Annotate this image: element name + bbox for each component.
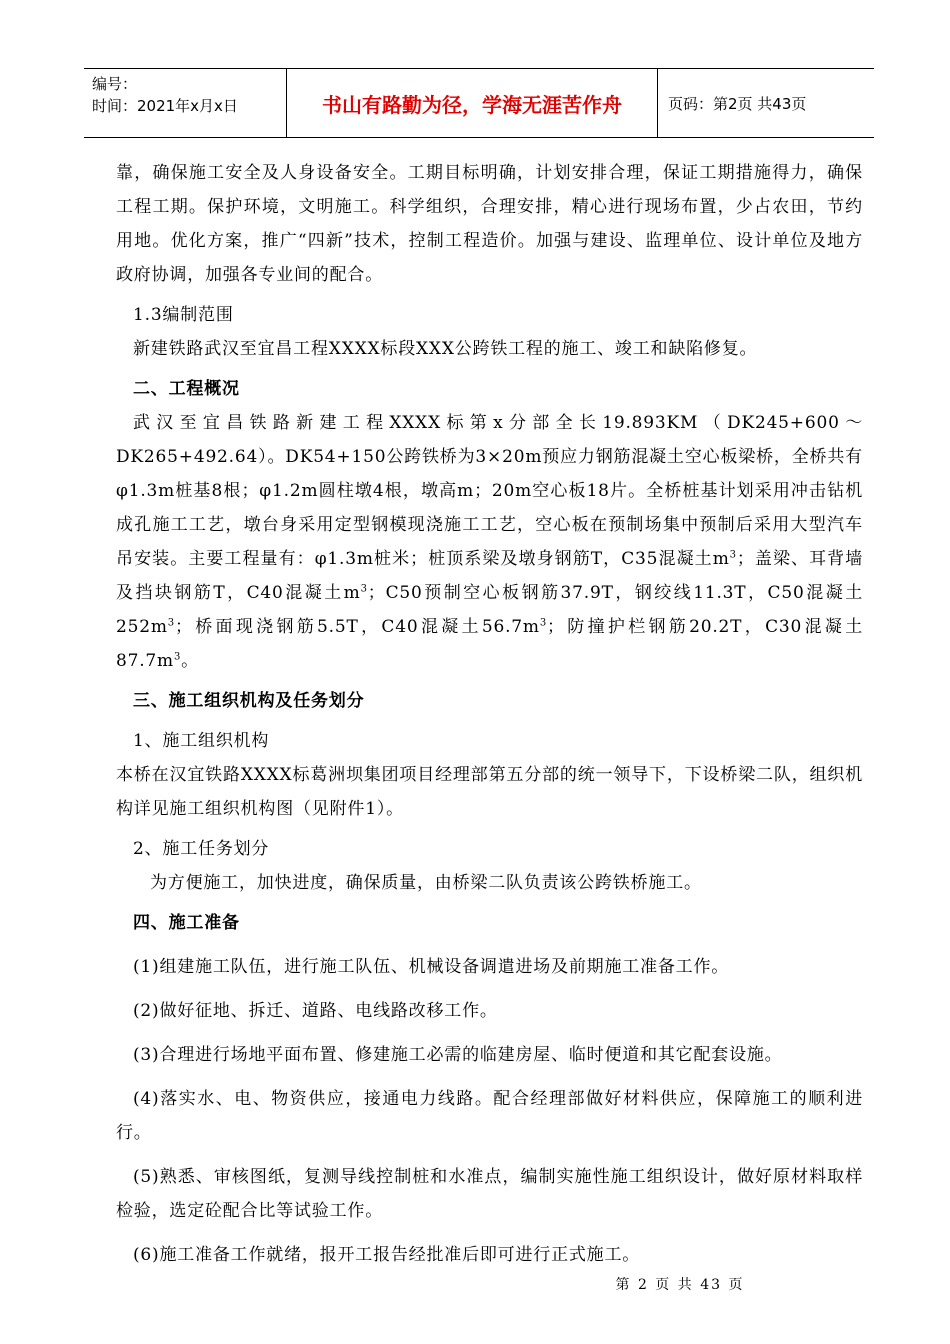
section-3-1-text: 本桥在汉宜铁路XXXX标葛洲坝集团项目经理部第五分部的统一领导下，下设桥梁二队，组织机构详见施工组织机构图（见附件1）。 bbox=[116, 765, 863, 819]
sec2-text-d: ；桥面现浇钢筋5.5T，C40混凝土56.7m bbox=[174, 617, 540, 637]
section-3-1-title: 1、施工组织机构 bbox=[133, 731, 270, 751]
page-header bbox=[84, 68, 874, 138]
sec2-sup-3: 3 bbox=[167, 617, 175, 629]
header-motto: 书山有路勤为径，学海无涯苦作舟 bbox=[286, 69, 658, 137]
document-body bbox=[116, 156, 863, 1272]
list-item: (6)施工准备工作就绪，报开工报告经批准后即可进行正式施工。 bbox=[133, 1245, 641, 1265]
section-2-text bbox=[116, 406, 863, 678]
section-3-2-text: 为方便施工，加快进度，确保质量，由桥梁二队负责该公跨铁桥施工。 bbox=[150, 873, 702, 893]
sec2-sup-4: 3 bbox=[539, 617, 547, 629]
sec2-text-f: 。 bbox=[181, 651, 199, 671]
section-1-3-title: 1.3编制范围 bbox=[133, 305, 234, 325]
footer-page-number: 第 2 页 共 43 页 bbox=[615, 1277, 745, 1293]
list-item: (4)落实水、电、物资供应，接通电力线路。配合经理部做好材料供应，保障施工的顺利进行。 bbox=[116, 1089, 863, 1143]
intro-paragraph: 靠，确保施工安全及人身设备安全。工期目标明确，计划安排合理，保证工期措施得力，确保工程工期。保护环境，文明施工。科学组织，合理安排，精心进行现场布置，少占农田，节约用地。优化方案，推广“四新”技术，控制工程造价。加强与建设、监理单位、设计单位及地方政府协调，加强各专业间的配合。 bbox=[116, 163, 863, 285]
section-3-title: 三、施工组织机构及任务划分 bbox=[133, 691, 365, 711]
list-item: (2)做好征地、拆迁、道路、电线路改移工作。 bbox=[133, 1001, 498, 1021]
section-3-2-title: 2、施工任务划分 bbox=[133, 839, 270, 859]
header-meta bbox=[84, 69, 286, 137]
number-label: 编号： bbox=[92, 75, 138, 93]
sec2-text-b: ；盖梁、耳背墙及挡块钢筋T，C40混凝土m bbox=[116, 549, 863, 603]
sec2-text-a: 武汉至宜昌铁路新建工程XXXX标第x分部全长19.893KM（DK245+600～DK265+492.64）。DK54+150公跨铁桥为3×20m预应力钢筋混凝土空心板梁桥，全桥共有φ1.3m桩基8根；φ1.2m圆柱墩4根，墩高m；20m空心板18片。全桥桩基计划采用冲击钻机成孔施工工艺，墩台身采用定型钢模现浇施工工艺，空心板在预制场集中预制后采用大型汽车吊安装。主要工程量有：φ1.3m桩米；桩顶系梁及墩身钢筋T，C35混凝土m bbox=[116, 413, 863, 569]
sec2-text-c: ；C50预制空心板钢筋37.9T，钢绞线11.3T，C50混凝土252m bbox=[116, 583, 863, 637]
section-4-list bbox=[116, 950, 863, 1272]
section-2-title: 二、工程概况 bbox=[133, 379, 240, 399]
sec2-sup-1: 3 bbox=[729, 549, 737, 561]
sec2-text-e: ；防撞护栏钢筋20.2T，C30混凝土87.7m bbox=[116, 617, 864, 671]
sec2-sup-2: 3 bbox=[360, 583, 368, 595]
sec2-sup-5: 3 bbox=[173, 651, 182, 663]
list-item: (1)组建施工队伍，进行施工队伍、机械设备调遣进场及前期施工准备工作。 bbox=[133, 957, 730, 977]
time-label: 时间：2021年x月x日 bbox=[92, 97, 238, 115]
list-item: (3)合理进行场地平面布置、修建施工必需的临建房屋、临时便道和其它配套设施。 bbox=[133, 1045, 783, 1065]
header-page-info: 页码：第2页 共43页 bbox=[668, 94, 807, 113]
section-4-title: 四、施工准备 bbox=[133, 913, 240, 933]
page-footer bbox=[0, 1274, 950, 1294]
list-item: (5)熟悉、审核图纸，复测导线控制桩和水准点，编制实施性施工组织设计，做好原材料取样检验，选定砼配合比等试验工作。 bbox=[116, 1167, 863, 1221]
section-1-3-text: 新建铁路武汉至宜昌工程XXXX标段XXX公跨铁工程的施工、竣工和缺陷修复。 bbox=[133, 339, 758, 359]
